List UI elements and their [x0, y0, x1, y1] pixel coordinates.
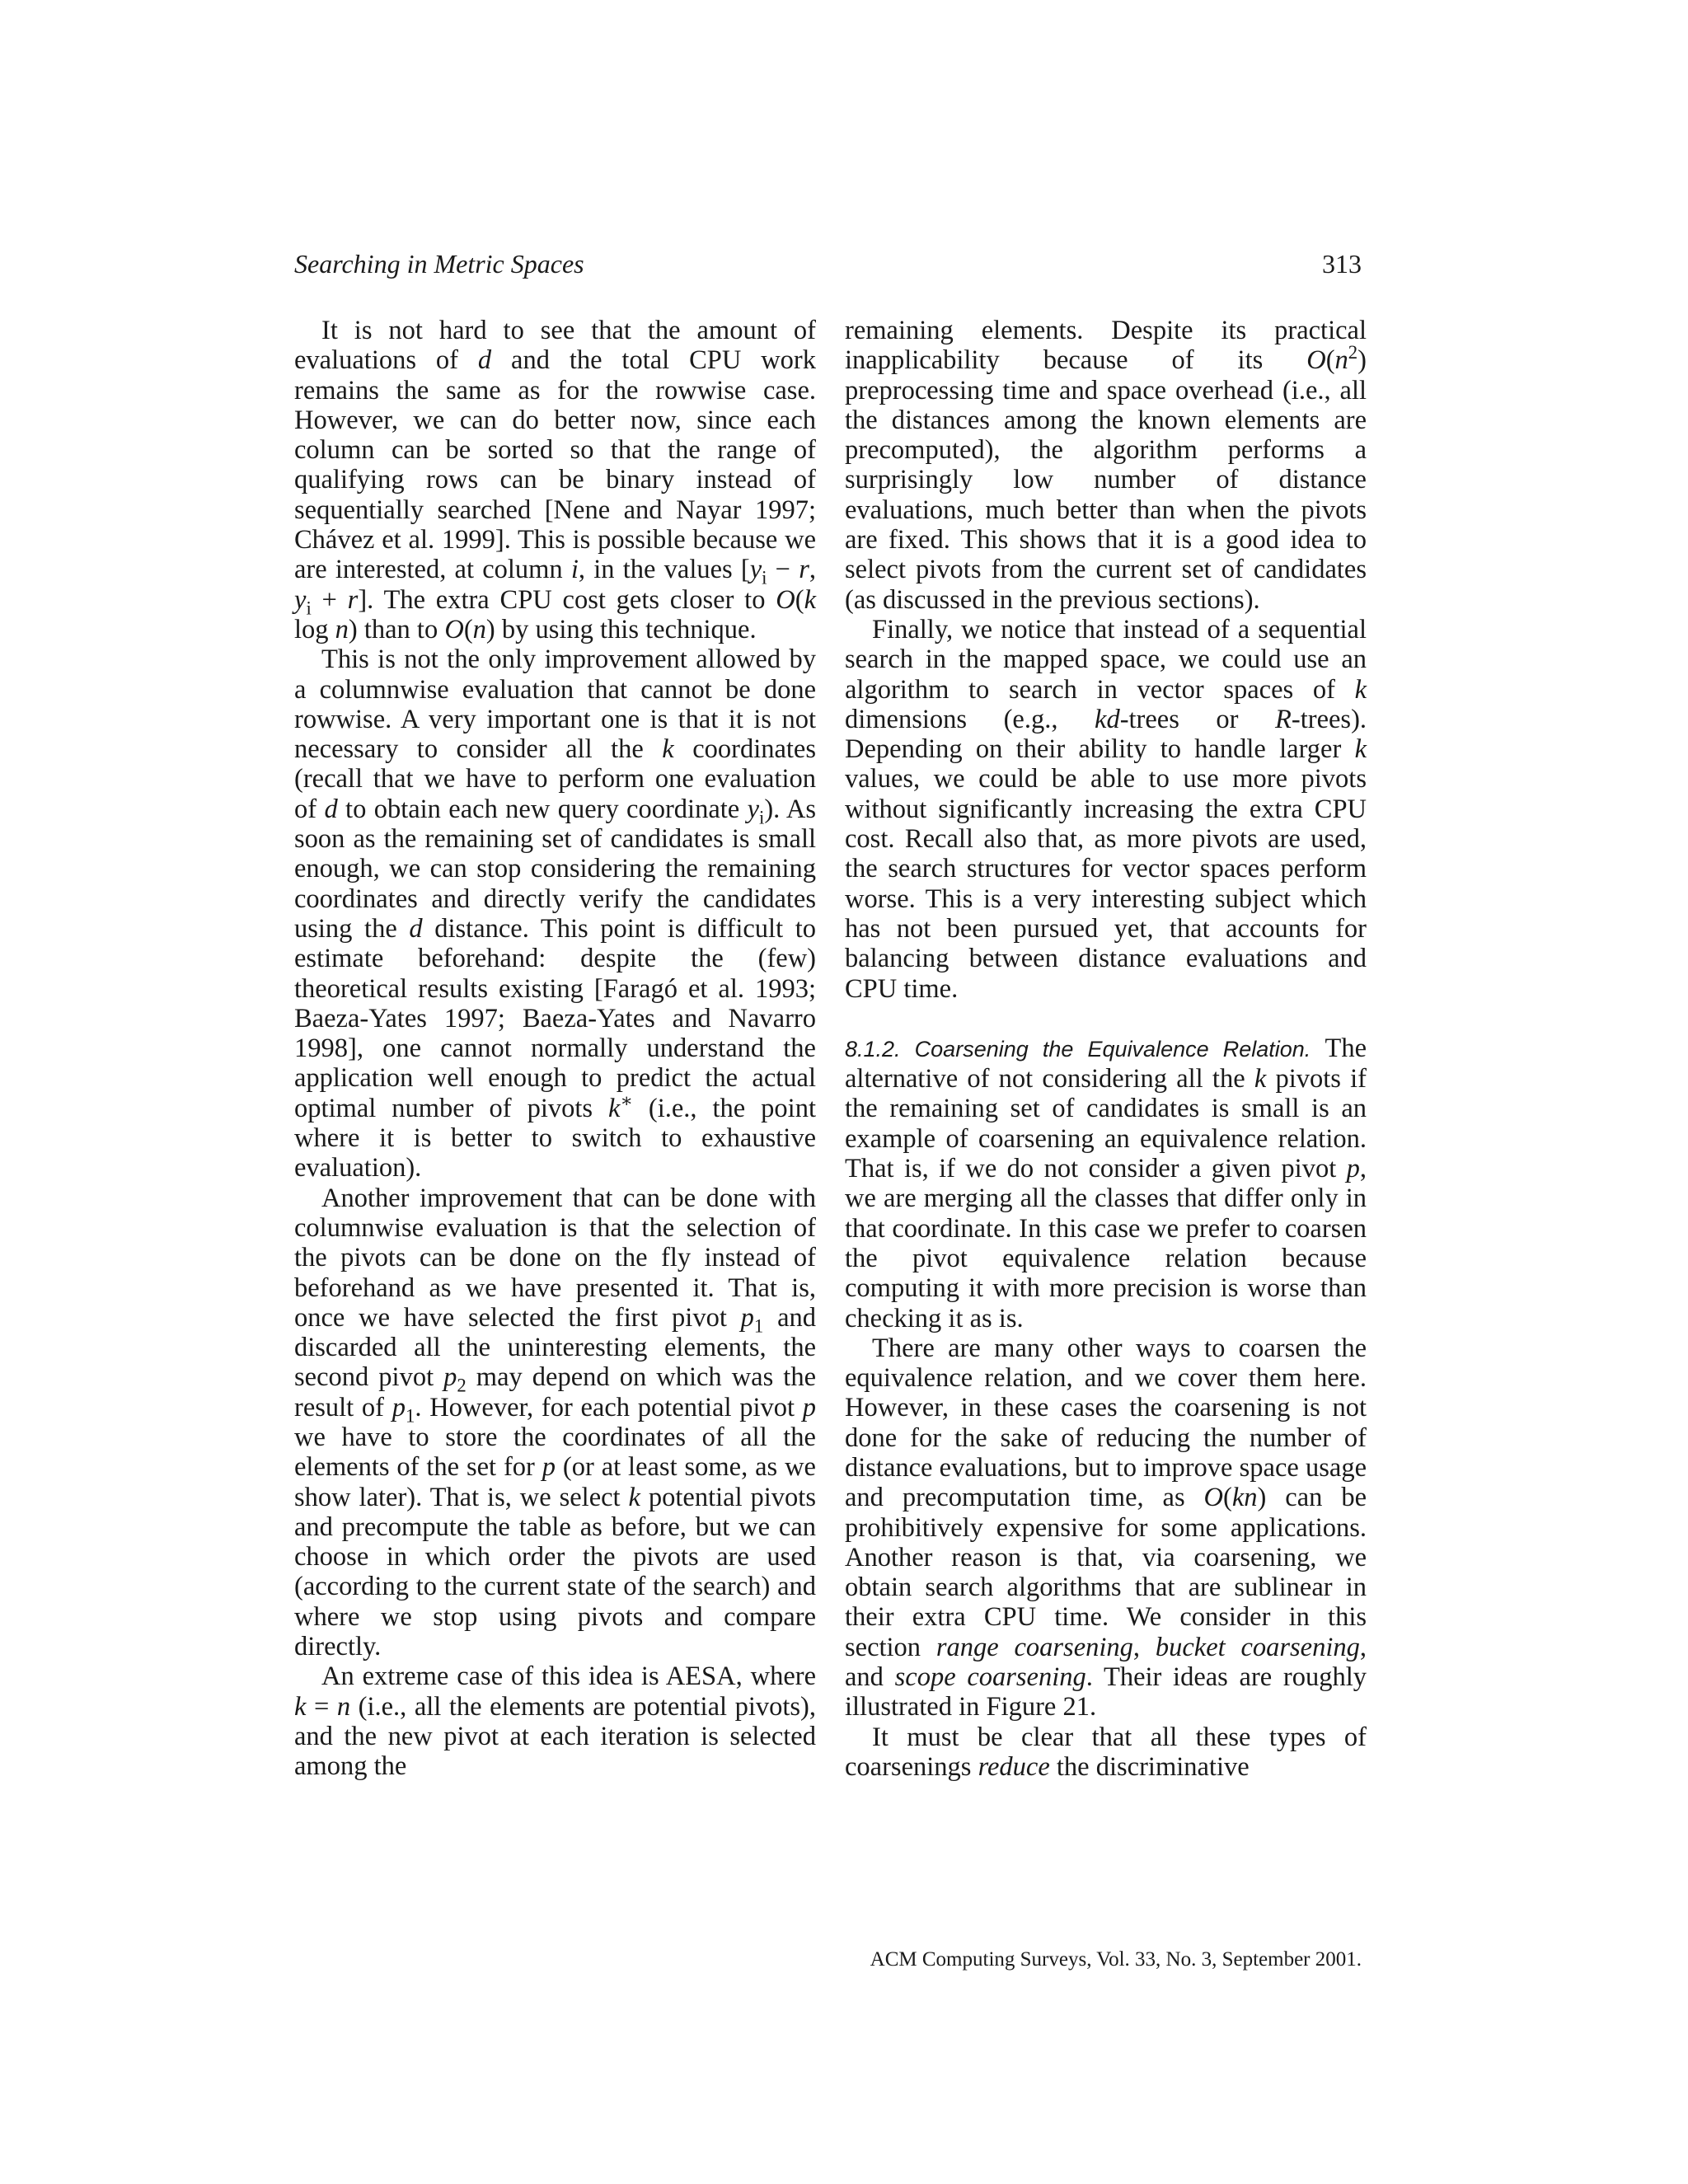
paragraph: It is not hard to see that the amount of evaluations of d and the total CPU work remains the same as for the rowwise case. However, we can do better now, since each column can be sorted so that the range of qualifying rows can be binary instead of sequentially searched [Nene and Nayar 1997; Chávez et al. 1999]. This is possible because we are interested, at column i, in the values [$y_i - r$, $y_i + r$]. The extra CPU cost gets closer to O(k log n) than to O(n) by using this technique. [294, 316, 816, 644]
running-header-title: Searching in Metric Spaces [294, 249, 584, 279]
paragraph: This is not the only improvement allowed by a columnwise evaluation that cannot be done rowwise. A very important one is that it is not necessary to consider all the k coordinates (recall that we have to perform one evaluation of d to obtain each new query coordinate $y_i$). As soon as the remaining set of candidates is small enough, we can stop considering the remaining coordinates and directly verify the candidates using the d distance. This point is difficult to estimate beforehand: despite the (few) theoretical results existing [Faragó et al. 1993; Baeza-Yates 1997; Baeza-Yates and Navarro 1998], one cannot normally understand the application well enough to predict the actual optimal number of pivots k∗ (i.e., the point where it is better to switch to exhaustive evaluation). [294, 644, 816, 1183]
subsection-paragraph: 8.1.2. Coarsening the Equivalence Relation. The alternative of not considering all the k pivots if the remaining set of candidates is small is an example of coarsening an equivalence relation. That is, if we do not consider a given pivot p, we are merging all the classes that differ only in that coordinate. In this case we prefer to coarsen the pivot equivalence relation because computing it with more precision is worse than checking it as is. [845, 1033, 1367, 1333]
right-column [845, 316, 1367, 1782]
journal-citation: ACM Computing Surveys, Vol. 33, No. 3, September 2001. [870, 1948, 1362, 1971]
paragraph: Finally, we notice that instead of a sequential search in the mapped space, we could use an algorithm to search in vector spaces of k dimensions (e.g., kd-trees or R-trees). Depending on their ability to handle larger k values, we could be able to use more pivots without significantly increasing the extra CPU cost. Recall also that, as more pivots are used, the search structures for vector spaces perform worse. This is a very interesting subject which has not been pursued yet, that accounts for balancing between distance evaluations and CPU time. [845, 614, 1367, 1004]
paragraph: An extreme case of this idea is AESA, where k = n (i.e., all the elements are potential pivots), and the new pivot at each iteration is selected among the [294, 1661, 816, 1782]
paragraph: It must be clear that all these types of coarsenings reduce the discriminative [845, 1722, 1367, 1782]
paragraph: There are many other ways to coarsen the equivalence relation, and we cover them here. However, in these cases the coarsening is not done for the sake of reducing the number of distance evaluations, but to improve space usage and precomputation time, as O(kn) can be prohibitively expensive for some applications. Another reason is that, via coarsening, we obtain search algorithms that are sublinear in their extra CPU time. We consider in this section range coarsening, bucket coarsening, and scope coarsening. Their ideas are roughly illustrated in Figure 21. [845, 1333, 1367, 1722]
paragraph: Another improvement that can be done with columnwise evaluation is that the selection of the pivots can be done on the fly instead of beforehand as we have presented it. That is, once we have selected the first pivot $p_1$ and discarded all the uninteresting elements, the second pivot $p_2$ may depend on which was the result of $p_1$. However, for each potential pivot p we have to store the coordinates of all the elements of the set for p (or at least some, as we show later). That is, we select k potential pivots and precompute the table as before, but we can choose in which order the pivots are used (according to the current state of the search) and where we stop using pivots and compare directly. [294, 1183, 816, 1662]
left-column [294, 316, 816, 1782]
subsection-title: 8.1.2. Coarsening the Equivalence Relation. [845, 1036, 1311, 1062]
paragraph: remaining elements. Despite its practical inapplicability because of its $O(n^2)$ preprocessing time and space overhead (i.e., all the distances among the known elements are precomputed), the algorithm performs a surprisingly low number of distance evaluations, much better than when the pivots are fixed. This shows that it is a good idea to select pivots from the current set of candidates (as discussed in the previous sections). [845, 316, 1367, 615]
page-number: 313 [1322, 249, 1362, 279]
